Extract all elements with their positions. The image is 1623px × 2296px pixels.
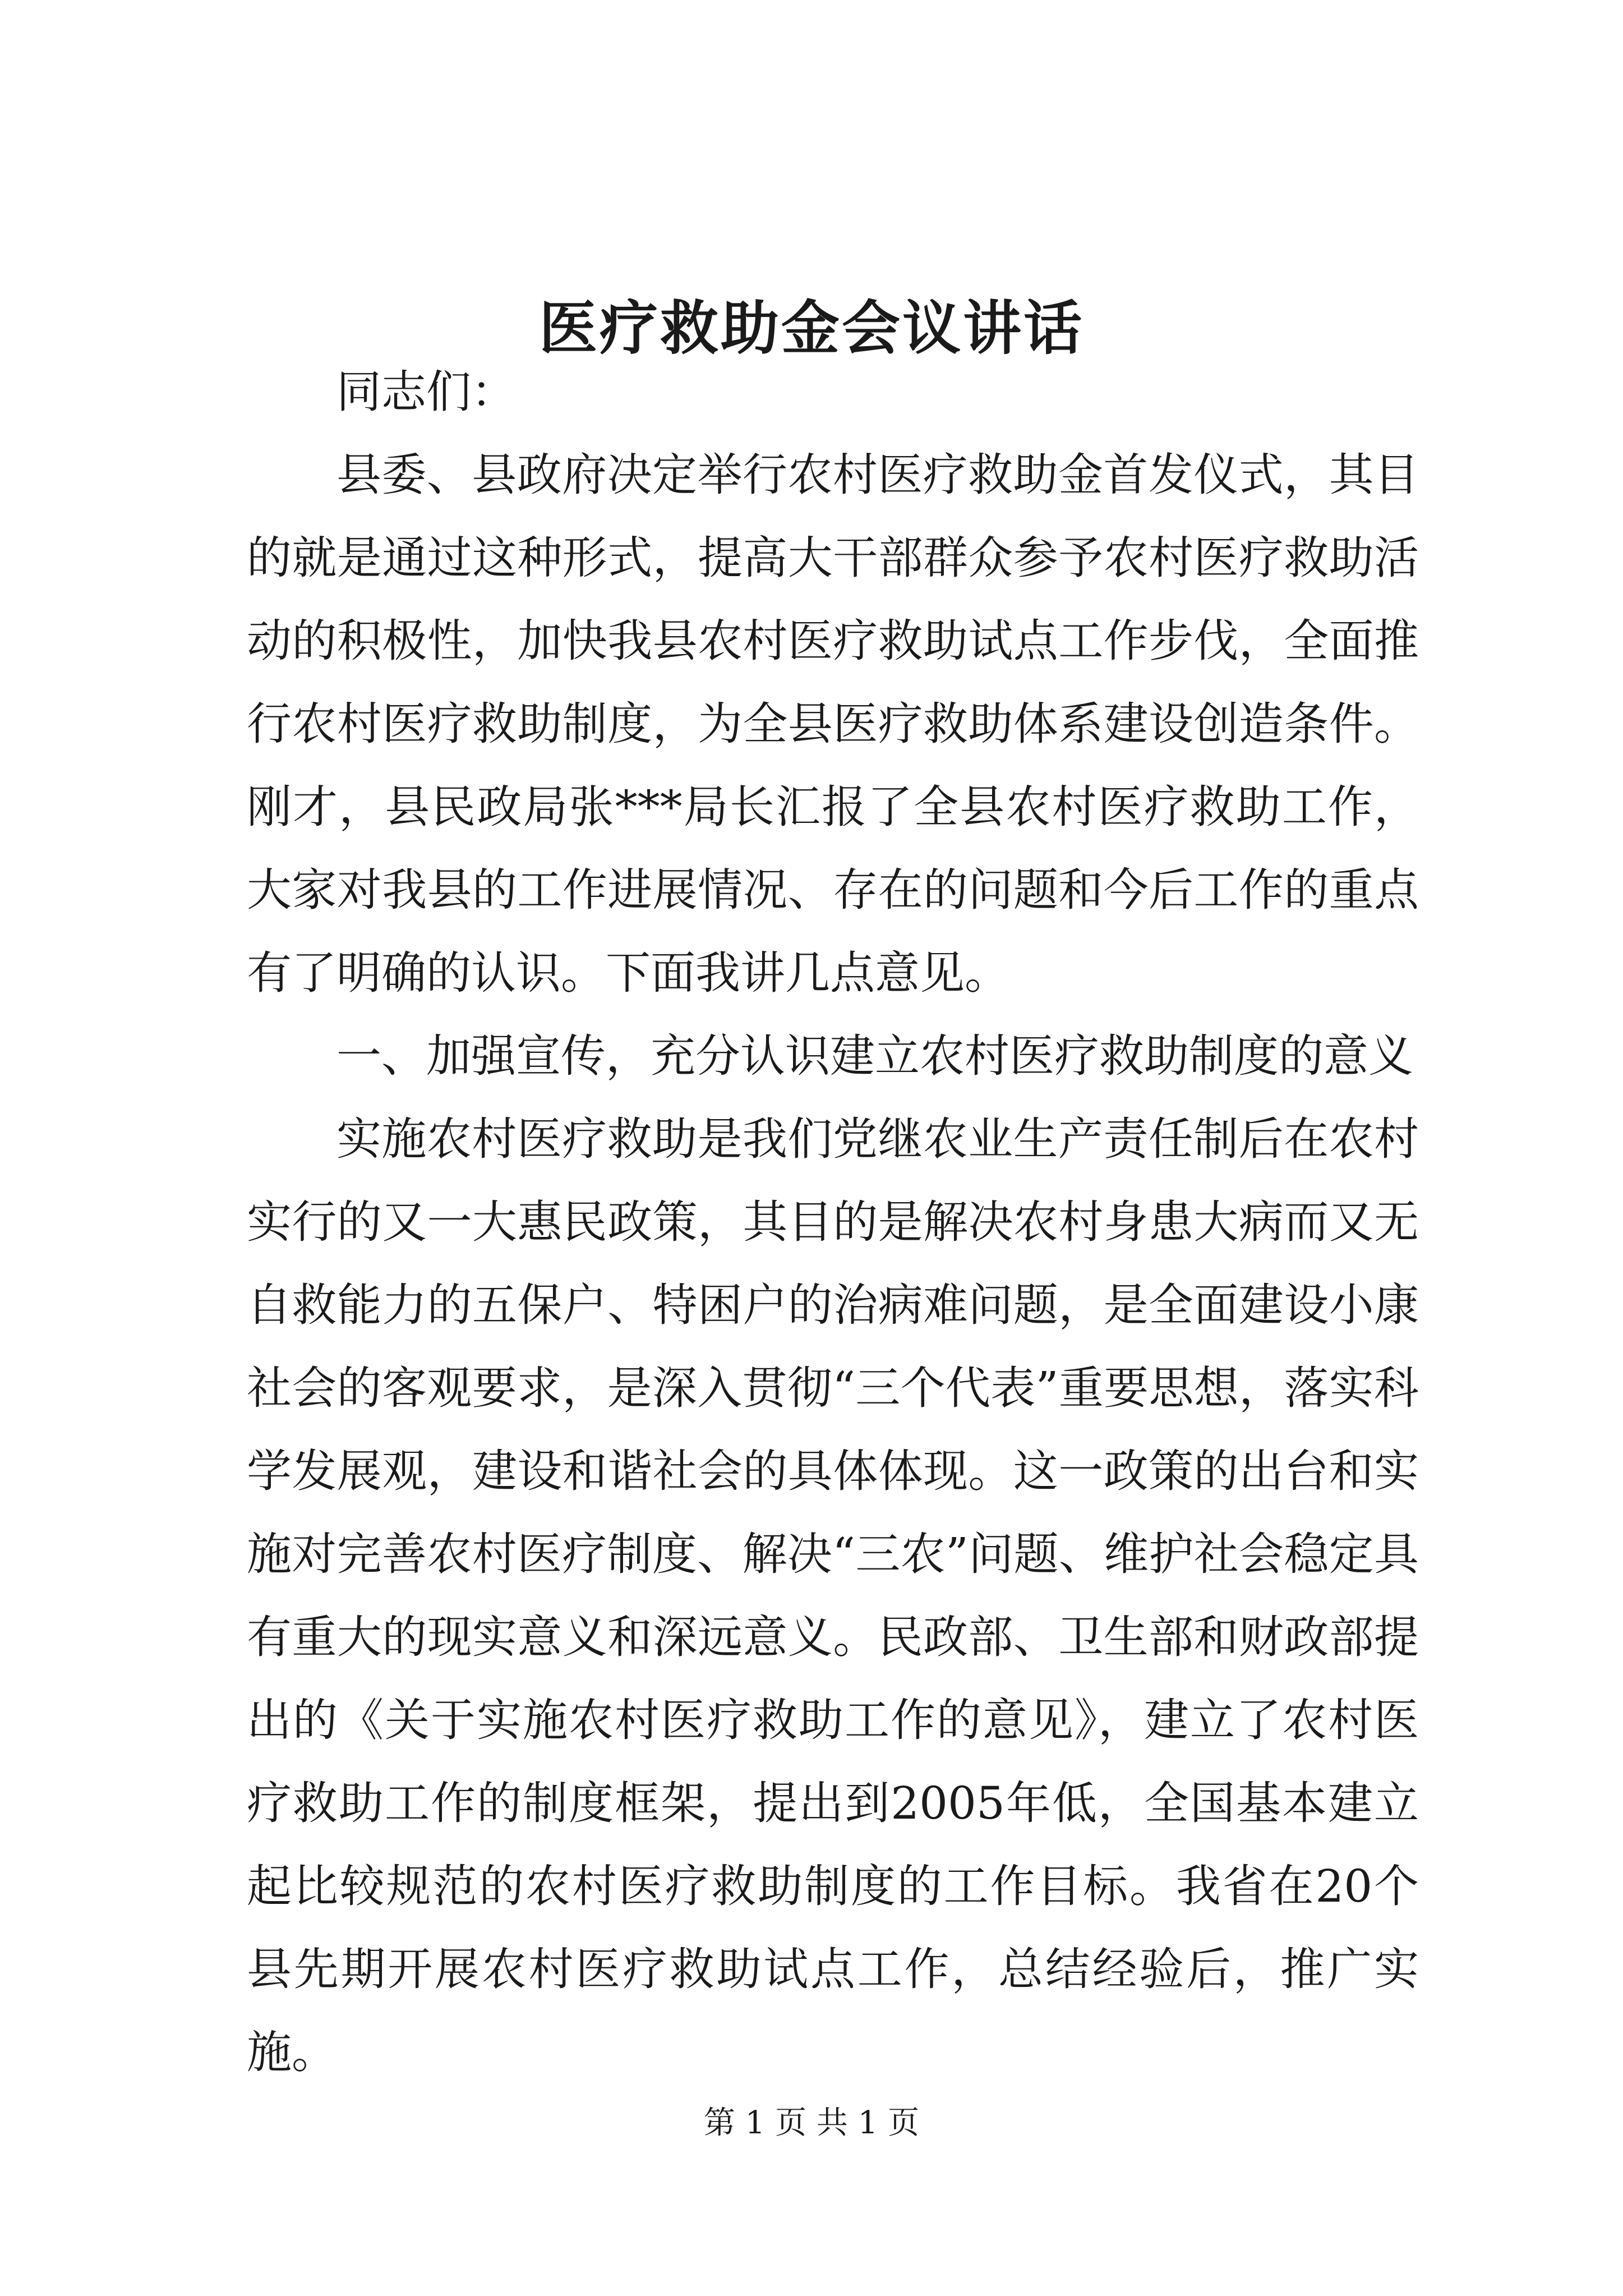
document-body [247, 351, 1419, 2094]
page-footer: 第 1 页 共 1 页 [703, 2105, 920, 2141]
document-title: 医疗救助金会议讲话 [538, 293, 1084, 362]
greeting-paragraph: 同志们： [336, 366, 516, 418]
intro-paragraph: 县委、县政府决定举行农村医疗救助金首发仪式，其目的就是通过这种形式，提高大干部群众参予农村医疗救助活动的积极性，加快我县农村医疗救助试点工作步伐，全面推行农村医疗救助制度，为全县医疗救助体系建设创造条件。刚才，县民政局张***局长汇报了全县农村医疗救助工作，大家对我县的工作进展情况、存在的问题和今后工作的重点有了明确的认识。下面我讲几点意见。 [247, 449, 1419, 999]
section-paragraph: 实施农村医疗救助是我们党继农业生产责任制后在农村实行的又一大惠民政策，其目的是解决农村身患大病而又无自救能力的五保户、特困户的治病难问题，是全面建设小康社会的客观要求，是深入贯彻“三个代表”重要思想，落实科学发展观，建设和谐社会的具体体现。这一政策的出台和实施对完善农村医疗制度、解决“三农”问题、维护社会稳定具有重大的现实意义和深远意义。民政部、卫生部和财政部提出的《关于实施农村医疗救助工作的意见》，建立了农村医疗救助工作的制度框架，提出到2005年低，全国基本建立起比较规范的农村医疗救助制度的工作目标。我省在20个县先期开展农村医疗救助试点工作，总结经验后，推广实施。 [247, 1113, 1419, 2078]
section-heading: 一、加强宣传，充分认识建立农村医疗救助制度的意义 [336, 1030, 1413, 1082]
